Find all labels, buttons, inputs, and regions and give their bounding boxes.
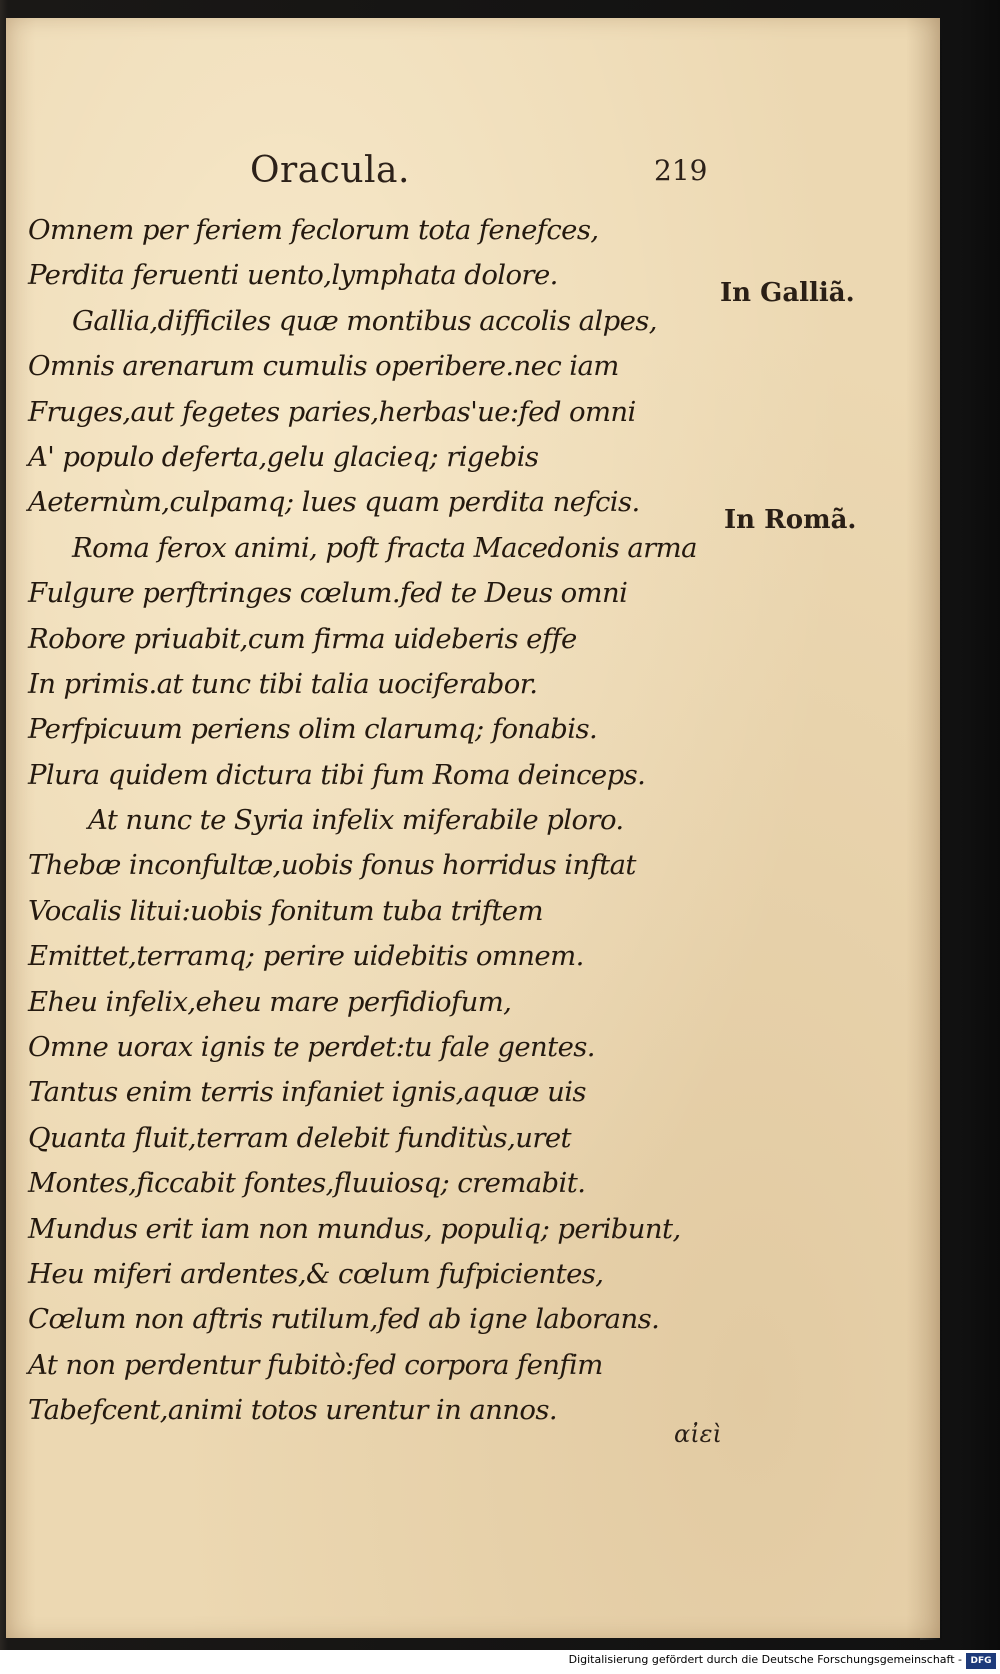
- verse-line: Fulgure perftringes cœlum.fed te Deus omni: [28, 577, 628, 610]
- verse-line: Perdita feruenti uento,lymphata dolore.: [28, 259, 558, 292]
- verse-line: Vocalis litui:uobis fonitum tuba triftem: [28, 894, 543, 927]
- verse-line: Robore priuabit,cum firma uideberis effe: [28, 622, 577, 655]
- verse-line: A' populo deferta,gelu glacieq; rigebis: [28, 440, 539, 473]
- verse-line: Omnem per feriem feclorum tota fenefces,: [28, 214, 599, 246]
- verse-line: Perfpicuum periens olim clarumq; fonabis.: [28, 713, 598, 746]
- verse-line: Tabefcent,animi totos urentur in annos.: [28, 1394, 557, 1427]
- verse-line: Eheu infelix,eheu mare perfidiofum,: [28, 985, 512, 1018]
- page-number: 219: [654, 154, 708, 187]
- verse-line: Omnis arenarum cumulis operibere.nec iam: [28, 350, 619, 383]
- verse-line: Quanta fluit,terram delebit funditùs,uret: [28, 1121, 571, 1154]
- verse-line: Omne uorax ignis te perdet:tu fale gentes.: [28, 1031, 595, 1064]
- verse-line: Roma ferox animi, poft fracta Macedonis arma: [72, 531, 697, 564]
- verse-line: Cœlum non aftris rutilum,fed ab igne laborans.: [28, 1303, 660, 1336]
- verse-line: At nunc te Syria infelix miferabile ploro.: [88, 804, 624, 837]
- running-head: [250, 150, 710, 200]
- dfg-logo: DFG: [966, 1653, 996, 1669]
- verse-line: In primis.at tunc tibi talia uociferabor.: [28, 667, 538, 700]
- verse-line: Fruges,aut fegetes paries,herbas'ue:fed omni: [28, 395, 636, 428]
- verse-line: At non perdentur fubitò:fed corpora fenfim: [28, 1348, 603, 1381]
- verse-line: Tantus enim terris infaniet ignis,aquæ uis: [28, 1076, 586, 1109]
- verse-line: Montes,ficcabit fontes,fluuiosq; cremabit.: [28, 1167, 586, 1200]
- book-page: [6, 18, 940, 1638]
- digitization-credit: Digitalisierung gefördert durch die Deutsche Forschungsgemeinschaft -: [568, 1653, 962, 1666]
- footer-bar: [0, 1650, 1000, 1674]
- verse-line: Gallia,difficiles quæ montibus accolis alpes,: [72, 304, 657, 337]
- verse-line: Emittet,terramq; perire uidebitis omnem.: [28, 940, 584, 973]
- verse-text-block: [28, 208, 728, 1434]
- verse-line: Aeternùm,culpamq; lues quam perdita nefcis.: [28, 486, 640, 519]
- marginal-note-roma: In Romã.: [724, 505, 857, 535]
- verse-line: Thebæ inconfultæ,uobis fonus horridus inftat: [28, 849, 636, 882]
- verse-line: Plura quidem dictura tibi fum Roma deinceps.: [28, 758, 646, 791]
- marginal-note-gallia: In Galliã.: [720, 278, 855, 308]
- verse-line: Heu miferi ardentes,& cœlum fufpicientes,: [28, 1257, 604, 1290]
- catchword: αἰεὶ: [674, 1420, 722, 1448]
- running-title: Oracula.: [250, 150, 410, 191]
- verse-line: Mundus erit iam non mundus, populiq; peribunt,: [28, 1212, 681, 1245]
